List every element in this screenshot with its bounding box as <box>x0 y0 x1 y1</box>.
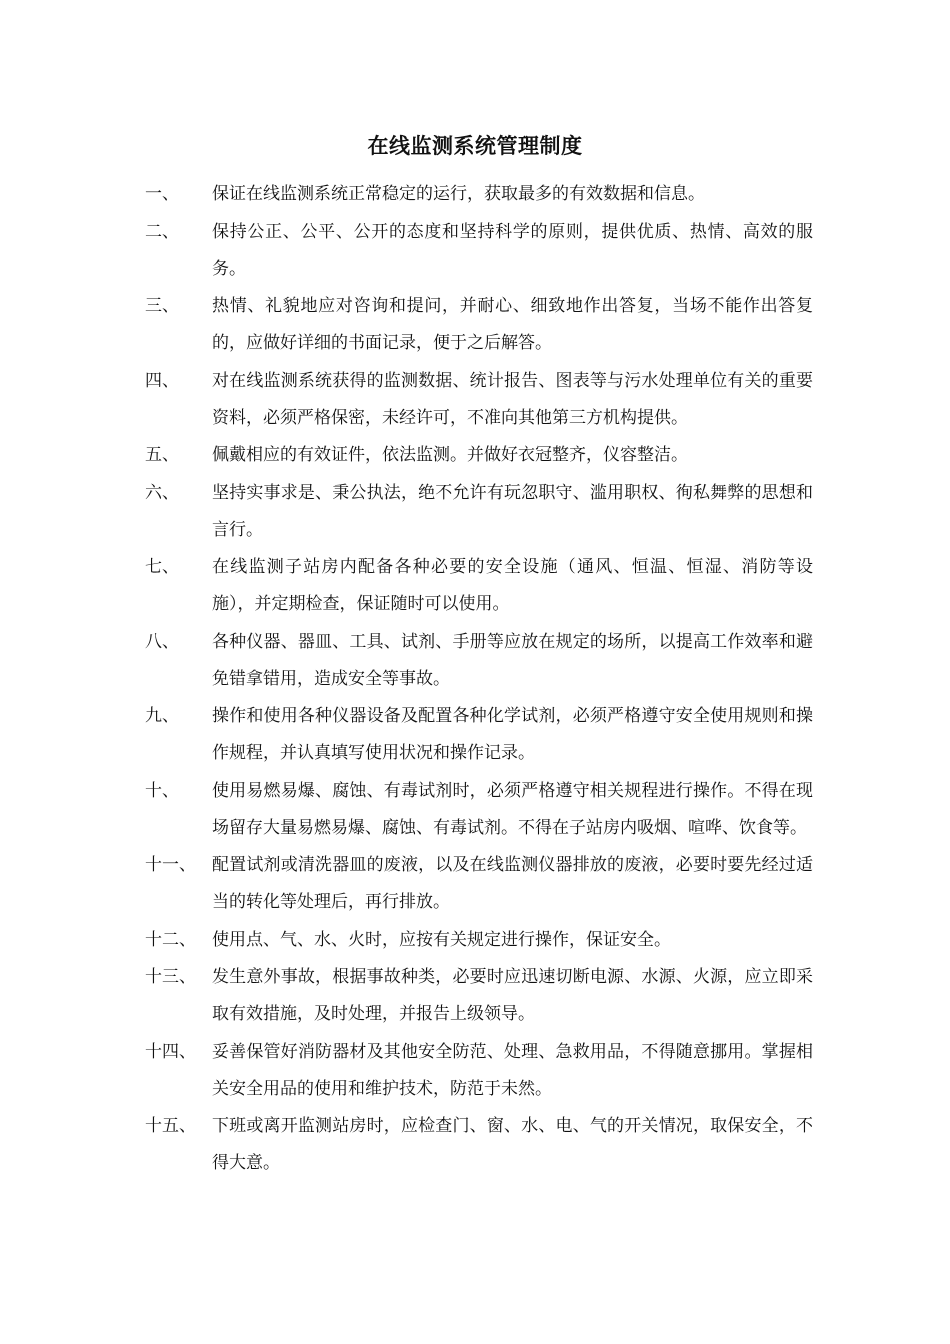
rule-number: 五、 <box>145 445 179 465</box>
rule-item <box>145 1034 813 1108</box>
rule-item <box>145 959 813 1033</box>
rule-number: 八、 <box>145 631 179 652</box>
rule-number: 十五、 <box>145 1116 196 1136</box>
document-title: 在线监测系统管理制度 <box>367 133 583 158</box>
rule-text: 妥善保管好消防器材及其他安全防范、处理、急救用品，不得随意挪用。掌握相关安全用品的使用和维护技术，防范于未然。 <box>212 1041 813 1099</box>
rule-text: 操作和使用各种仪器设备及配置各种化学试剂，必须严格遵守安全使用规则和操作规程，并认真填写使用状况和操作记录。 <box>212 706 813 763</box>
rule-number: 十三、 <box>145 967 196 987</box>
rule-item <box>145 549 813 623</box>
rule-number: 十二、 <box>145 929 196 950</box>
rule-number: 三、 <box>145 296 179 316</box>
rule-number: 九、 <box>145 706 179 726</box>
rule-list <box>145 176 813 1183</box>
rule-item <box>145 214 813 288</box>
rule-item <box>145 1108 813 1182</box>
rule-number: 四、 <box>145 370 179 391</box>
rule-text: 下班或离开监测站房时，应检查门、窗、水、电、气的开关情况，取保安全，不得大意。 <box>212 1116 813 1173</box>
rule-text: 坚持实事求是、秉公执法，绝不允许有玩忽职守、滥用职权、徇私舞弊的思想和言行。 <box>212 482 813 540</box>
rule-number: 七、 <box>145 557 179 577</box>
rule-item <box>145 176 813 213</box>
rule-text: 在线监测子站房内配备各种必要的安全设施（通风、恒温、恒湿、消防等设施），并定期检查，保证随时可以使用。 <box>212 557 813 614</box>
rule-number: 十四、 <box>145 1041 196 1062</box>
rule-number: 十一、 <box>145 855 196 875</box>
rule-text: 热情、礼貌地应对咨询和提问，并耐心、细致地作出答复，当场不能作出答复的，应做好详细的书面记录，便于之后解答。 <box>212 296 813 353</box>
rule-item <box>145 922 813 959</box>
rule-number: 二、 <box>145 221 179 242</box>
rule-text: 各种仪器、器皿、工具、试剂、手册等应放在规定的场所，以提高工作效率和避免错拿错用，造成安全等事故。 <box>212 631 813 689</box>
rule-item <box>145 624 813 698</box>
rule-text: 对在线监测系统获得的监测数据、统计报告、图表等与污水处理单位有关的重要资料，必须严格保密，未经许可，不准向其他第三方机构提供。 <box>212 370 813 428</box>
rule-number: 一、 <box>145 184 179 204</box>
rule-number: 六、 <box>145 482 179 503</box>
rule-text: 配置试剂或清洗器皿的废液，以及在线监测仪器排放的废液，必要时要先经过适当的转化等处理后，再行排放。 <box>212 855 813 912</box>
rule-text: 发生意外事故，根据事故种类，必要时应迅速切断电源、水源、火源，应立即采取有效措施，及时处理，并报告上级领导。 <box>212 967 813 1024</box>
rule-number: 十、 <box>145 780 179 801</box>
rule-text: 保持公正、公平、公开的态度和坚持科学的原则，提供优质、热情、高效的服务。 <box>212 221 813 279</box>
rule-text: 使用点、气、水、火时，应按有关规定进行操作，保证安全。 <box>212 929 671 950</box>
rule-text: 使用易燃易爆、腐蚀、有毒试剂时，必须严格遵守相关规程进行操作。不得在现场留存大量易燃易爆、腐蚀、有毒试剂。不得在子站房内吸烟、喧哗、饮食等。 <box>212 780 813 838</box>
rule-item <box>145 437 813 474</box>
rule-text: 佩戴相应的有效证件，依法监测。并做好衣冠整齐，仪容整洁。 <box>212 445 688 465</box>
rule-item <box>145 363 813 437</box>
rule-item <box>145 773 813 847</box>
rule-item <box>145 475 813 549</box>
rule-item <box>145 698 813 772</box>
rule-item <box>145 847 813 921</box>
rule-text: 保证在线监测系统正常稳定的运行，获取最多的有效数据和信息。 <box>212 184 705 204</box>
rule-item <box>145 288 813 362</box>
